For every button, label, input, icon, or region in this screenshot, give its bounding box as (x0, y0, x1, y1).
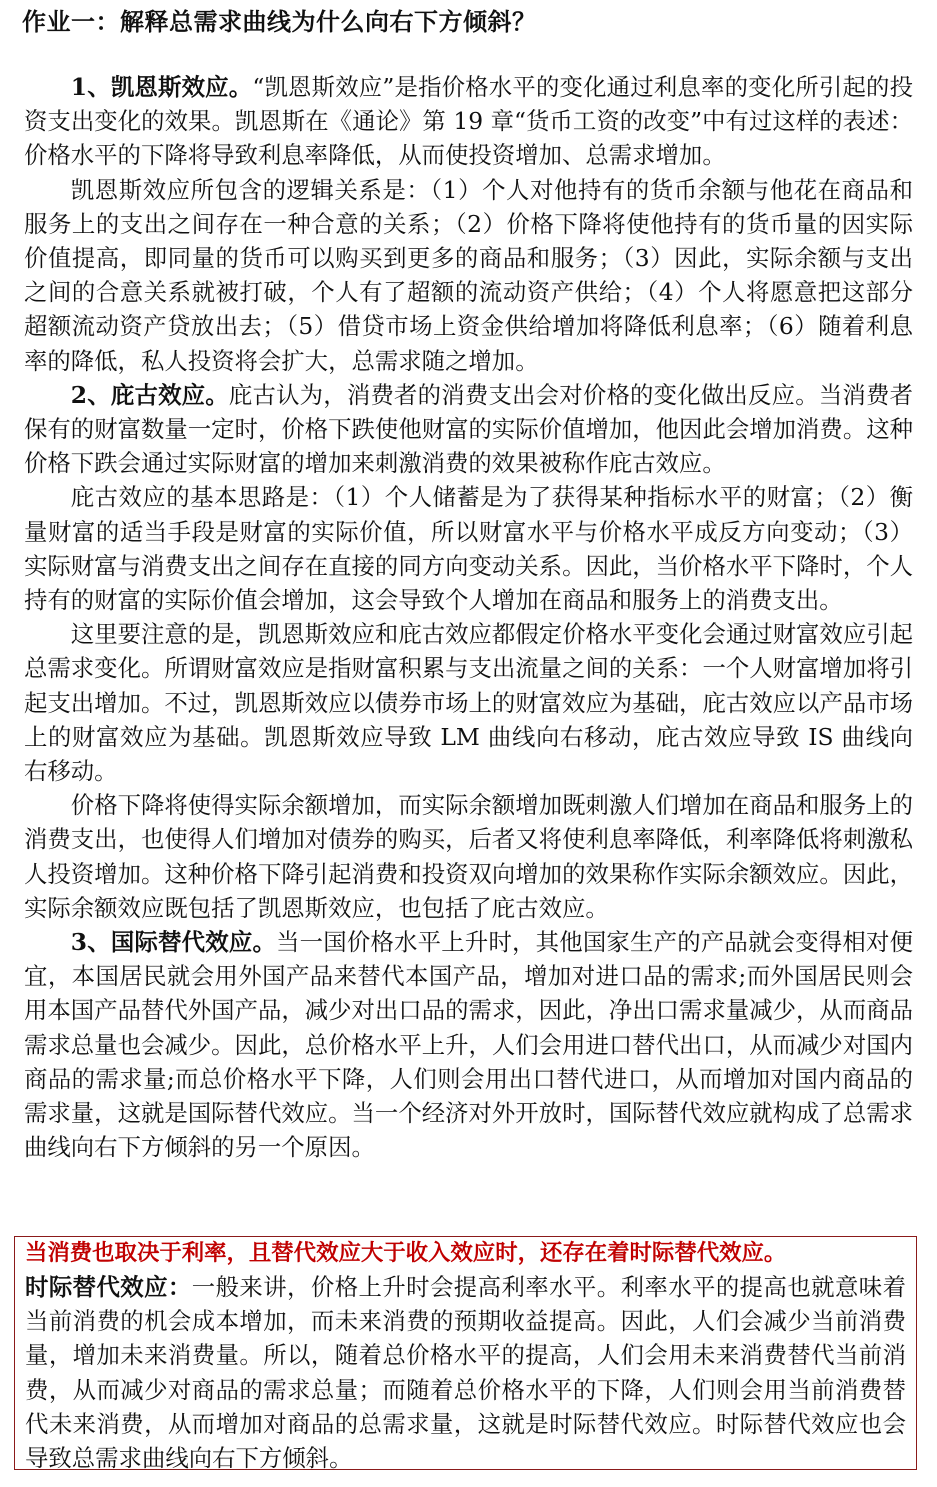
section-pigou (24, 378, 913, 481)
paragraph-pigou-logic: 庇古效应的基本思路是：（1）个人储蓄是为了获得某种指标水平的财富；（2）衡量财富的适当手段是财富的实际价值，所以财富水平与价格水平成反方向变动；（3）实际财富与消费支出之间存在直接的同方向变动关系。因此，当价格水平下降时，个人持有的财富的实际价值会增加，这会导致个人增加在商品和服务上的消费支出。 (24, 483, 913, 615)
section-heading: 3、国际替代效应。 (70, 928, 277, 957)
paragraph-text: 庇古认为，消费者的消费支出会对价格的变化做出反应。当消费者保有的财富数量一定时，价格下跌使他财富的实际价值增加，他因此会增加消费。这种价格下跌会通过实际财富的增加来刺激消费的效果被称作庇古效应。 (24, 380, 914, 478)
section-keynes (24, 70, 913, 173)
paragraph-intertemporal (25, 1270, 906, 1475)
section-international (24, 925, 913, 1164)
paragraph-text: 当一国价格水平上升时，其他国家生产的产品就会变得相对便宜，本国居民就会用外国产品来替代本国产品，增加对进口品的需求;而外国居民则会用本国产品替代外国产品，减少对出口品的需求，因此，净出口需求量减少，从而商品需求总量也会减少。因此，总价格水平上升，人们会用进口替代出口，从而减少对国内商品的需求量;而总价格水平下降，人们则会用出口替代进口，从而增加对国内商品的需求量，这就是国际替代效应。当一个经济对外开放时，国际替代效应就构成了总需求曲线向右下方倾斜的另一个原因。 (24, 928, 913, 1162)
paragraph-text: 一般来讲，价格上升时会提高利率水平。利率水平的提高也就意味着当前消费的机会成本增加，而未来消费的预期收益提高。因此，人们会减少当前消费量，增加未来消费量。所以，随着总价格水平的提高，人们会用未来消费替代当前消费，从而减少对商品的需求总量；而随着总价格水平的下降，人们则会用当前消费替代未来消费，从而增加对商品的总需求量，这就是时际替代效应。时际替代效应也会导致总需求曲线向右下方倾斜。 (25, 1273, 907, 1473)
intertemporal-substitution-box (14, 1236, 917, 1473)
section-heading: 时际替代效应： (25, 1273, 192, 1301)
document-body (24, 70, 913, 1165)
page-title: 作业一：解释总需求曲线为什么向右下方倾斜？ (22, 7, 537, 36)
paragraph-wealth-effect-note: 这里要注意的是，凯恩斯效应和庇古效应都假定价格水平变化会通过财富效应引起总需求变化。所谓财富效应是指财富积累与支出流量之间的关系：一个人财富增加将引起支出增加。不过，凯恩斯效应以债券市场上的财富效应为基础，庇古效应以产品市场上的财富效应为基础。凯恩斯效应导致 LM 曲线向右移动，庇古效应导致 IS 曲线向右移动。 (24, 620, 913, 786)
section-heading: 2、庇古效应。 (70, 380, 229, 409)
paragraph-text: “凯恩斯效应”是指价格水平的变化通过利息率的变化所引起的投资支出变化的效果。凯恩斯在《通论》第 19 章“货币工资的改变”中有过这样的表述：价格水平的下降将导致利息率降低，从而使投资增加、总需求增加。 (24, 73, 913, 170)
paragraph-real-balance-effect: 价格下降将使得实际余额增加，而实际余额增加既刺激人们增加在商品和服务上的消费支出，也使得人们增加对债券的购买，后者又将使利息率降低，利率降低将刺激私人投资增加。这种价格下降引起消费和投资双向增加的效果称作实际余额效应。因此，实际余额效应既包括了凯恩斯效应，也包括了庇古效应。 (24, 791, 913, 922)
section-heading: 1、凯恩斯效应。 (70, 73, 253, 101)
highlight-note: 当消费也取决于利率，且替代效应大于收入效应时，还存在着时际替代效应。 (25, 1240, 787, 1266)
paragraph-keynes-logic: 凯恩斯效应所包含的逻辑关系是：（1）个人对他持有的货币余额与他花在商品和服务上的支出之间存在一种合意的关系；（2）价格下降将使他持有的货币量的因实际价值提高，即同量的货币可以购买到更多的商品和服务；（3）因此，实际余额与支出之间的合意关系就被打破，个人有了超额的流动资产供给；（4）个人将愿意把这部分超额流动资产贷放出去；（5）借贷市场上资金供给增加将降低利息率；（6）随着利息率的降低，私人投资将会扩大，总需求随之增加。 (24, 175, 913, 375)
